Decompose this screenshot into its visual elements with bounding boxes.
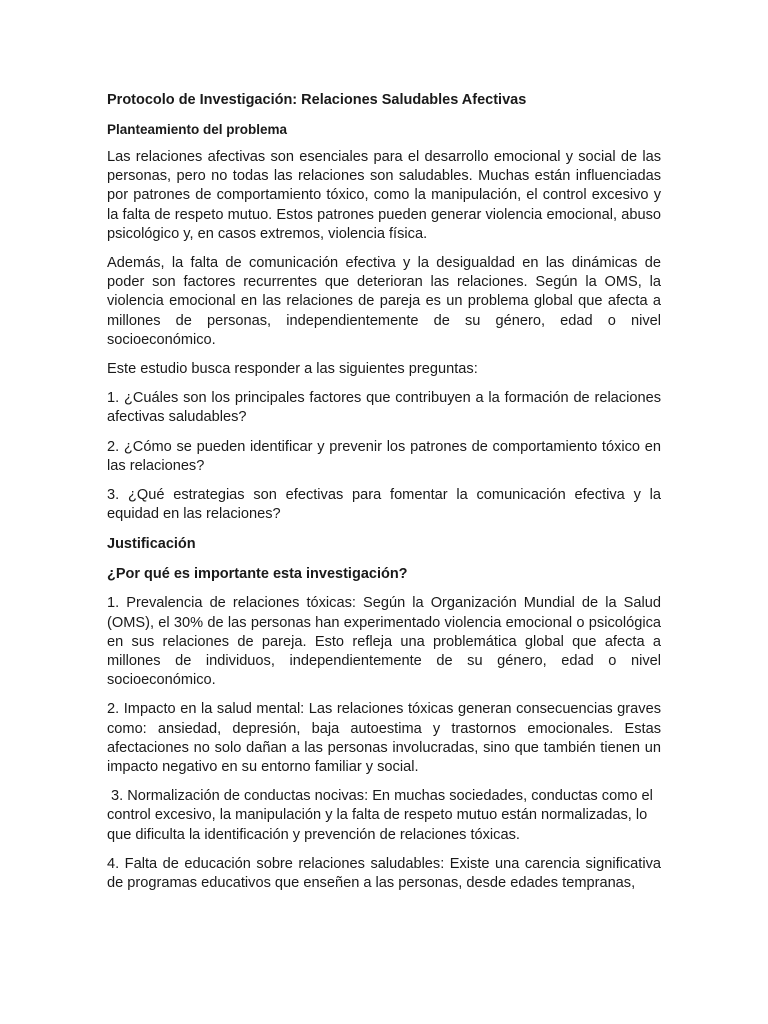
justification-point-4: 4. Falta de educación sobre relaciones saludables: Existe una carencia significativa de programas educativos que enseñen a las personas, desde edades tempranas,: [107, 855, 661, 892]
justification-point-3: 3. Normalización de conductas nocivas: En muchas sociedades, conductas como el control excesivo, la manipulación y la falta de respeto mutuo están normalizadas, lo que dificulta la identificación y prevención de relaciones tóxicas.: [107, 788, 653, 843]
justification-point-2: 2. Impacto en la salud mental: Las relaciones tóxicas generan consecuencias graves como: ansiedad, depresión, baja autoestima y trastornos emocionales. Estas afectaciones no solo dañan a las personas involucradas, sino que también tienen un impacto negativo en su entorno familiar y social.: [107, 701, 661, 776]
problem-paragraph-1: Las relaciones afectivas son esenciales para el desarrollo emocional y social de las personas, pero no todas las relaciones son saludables. Muchas están influenciadas por patrones de comportamiento tóxico, como la manipulación, el control excesivo y la falta de respeto mutuo. Estos patrones pueden generar violencia emocional, abuso psicológico y, en casos extremos, violencia física.: [107, 149, 661, 242]
document-title: Protocolo de Investigación: Relaciones Saludables Afectivas: [107, 92, 527, 108]
justification-question: ¿Por qué es importante esta investigación?: [107, 566, 408, 583]
problem-paragraph-2: Además, la falta de comunicación efectiva y la desigualdad en las dinámicas de poder son factores recurrentes que deterioran las relaciones. Según la OMS, la violencia emocional en las relaciones de pareja es un problema global que afecta a millones de personas, independientemente de su género, edad o nivel socioeconómico.: [107, 255, 661, 348]
research-question-3: 3. ¿Qué estrategias son efectivas para fomentar la comunicación efectiva y la equidad en las relaciones?: [107, 487, 661, 523]
research-question-1: 1. ¿Cuáles son los principales factores que contribuyen a la formación de relaciones afectivas saludables?: [107, 390, 661, 426]
research-question-2: 2. ¿Cómo se pueden identificar y prevenir los patrones de comportamiento tóxico en las relaciones?: [107, 438, 661, 474]
document-page: [107, 90, 661, 903]
problem-paragraph-3: Este estudio busca responder a las siguientes preguntas:: [107, 361, 478, 378]
justification-point-1: 1. Prevalencia de relaciones tóxicas: Según la Organización Mundial de la Salud (OMS), el 30% de las personas han experimentado violencia emocional o psicológica en sus relaciones de pareja. Esto refleja una problemática global que afecta a millones de individuos, independientemente de su género, edad o nivel socioeconómico.: [107, 595, 661, 689]
justification-heading: Justificación: [107, 536, 196, 553]
problem-heading: Planteamiento del problema: [107, 122, 288, 137]
